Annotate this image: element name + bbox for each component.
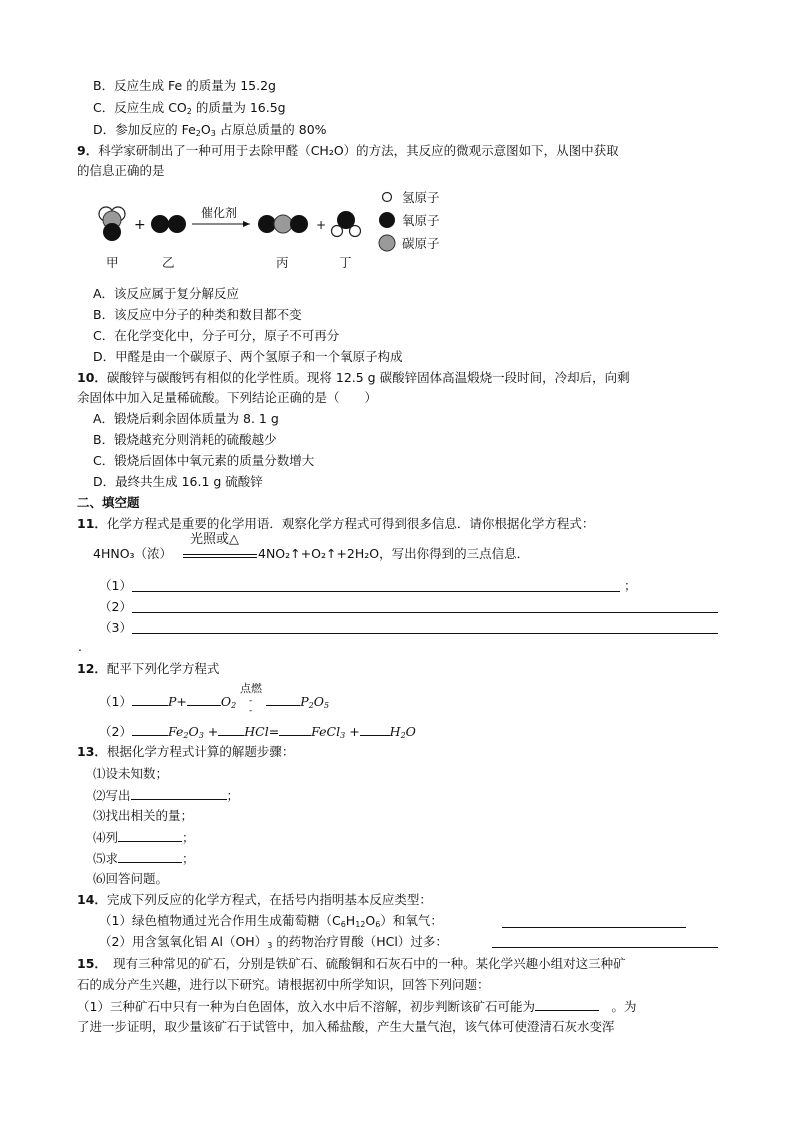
q13-step5: ⑸求 ； [93,851,195,866]
q11-stem: 11．化学方程式是重要的化学用语．观察化学方程式可得到很多信息．请你根据化学方程式： [77,516,595,531]
q13-blank-4[interactable] [118,828,182,842]
label-jia: 甲 [106,255,119,270]
molecule-carbon-dioxide [258,215,308,233]
q13-blank-5[interactable] [118,849,182,863]
q14-answer-line-1[interactable] [502,927,686,928]
q11-answer-line-2[interactable] [132,612,718,613]
q14-stem: 14．完成下列反应的化学方程式，在括号内指明基本反应类型： [77,892,432,907]
q14-line2: （2）用含氢氧化铝 $Al(OH)_3$ 的药物治疗胃酸（HCl）过多： [99,934,448,950]
q13-stem: 13．根据化学方程式计算的解题步骤： [77,744,295,759]
q15-stem-line1: 15． 现有三种常见的矿石，分别是铁矿石、硫酸铜和石灰石中的一种。某化学兴趣小组对这三种矿 [77,956,626,971]
q10-option-d: D．最终共生成 16.1 g 硫酸锌 [93,474,263,489]
q11-semicolon: ； [624,578,637,593]
q11-blank1-label: （1） [99,578,132,593]
q15-part1-line1: （1）三种矿石中只有一种为白色固体，放入水中后不溶解，初步判断该矿石可能为 。为 [77,999,637,1014]
q12-blank-2b[interactable] [218,722,244,736]
q9-option-a: A．该反应属于复分解反应 [93,286,240,301]
q13-step4: ⑷列 ； [93,830,195,845]
reaction-arrow-icon [243,221,250,227]
q11-blank3-label: （3） [99,620,132,635]
oxygen-atom-icon [379,212,395,228]
q12-row1: （1） $P+ O_2$ $P_2O_5$ [99,694,330,710]
q10-stem-line2: 余固体中加入足量稀硫酸。下列结论正确的是（ ） [77,390,378,405]
q9-option-c: C．在化学变化中，分子可分，原子不可再分 [93,328,340,343]
q11-answer-line-3[interactable] [132,633,718,634]
q8-option-b: B．反应生成 Fe 的质量为 15.2g [93,78,276,93]
legend-carbon: 碳原子 [402,236,440,251]
q13-step3: ⑶找出相关的量； [93,808,194,823]
q11-equation-equals [183,554,257,558]
q9-stem-line1: 9．科学家研制出了一种可用于去除甲醛（CH₂O）的方法，其反应的微观示意图如下，从图中获取 [77,143,619,158]
q11-equation-condition: 光照或△ [190,532,239,547]
q11-blank2-label: （2） [99,599,132,614]
label-yi: 乙 [162,255,175,270]
label-ding: 丁 [339,255,352,270]
q12-blank-1a[interactable] [132,692,168,706]
q12-row2: （2） $Fe_2O_3 + HCl=$ FeCl$_3$ + $H_2O$ [99,724,416,740]
legend [379,193,395,252]
q10-option-b: B．锻烧越充分则消耗的硫酸越少 [93,432,277,447]
q9-option-b: B．该反应中分子的种类和数目都不变 [93,307,302,322]
q9-stem-line2: 的信息正确的是 [77,163,165,178]
q11-equation-right: 4NO₂↑+O₂↑+2H₂O，写出你得到的三点信息． [258,546,530,561]
q12-ignition-condition: 点燃 [240,682,262,695]
q12-stem: 12．配平下列化学方程式 [77,661,220,676]
q9-option-d: D．甲醛是由一个碳原子、两个氢原子和一个氧原子构成 [93,349,403,364]
q12-blank-2c[interactable] [279,722,311,736]
q14-line1: （1）绿色植物通过光合作用生成葡萄糖$(C_6H_{12}O_6)$和氧气： [99,913,443,929]
hydrogen-atom-icon [383,193,392,202]
q13-step1: ⑴设未知数； [93,766,169,781]
molecule-oxygen [151,215,186,233]
carbon-atom-icon [379,235,395,251]
q12-equals-mark: - - [249,696,253,716]
label-bing: 丙 [276,255,289,270]
catalyst-label: 催化剂 [201,206,238,220]
q12-blank-2a[interactable] [132,722,168,736]
q15-blank-1[interactable] [535,997,599,1011]
q10-option-a: A．锻烧后剩余固体质量为 8. 1 g [93,411,279,426]
legend-oxygen: 氧原子 [402,213,440,228]
q11-period: . [78,639,82,654]
q13-step2: ⑵写出 ； [93,788,240,803]
q13-step6: ⑹回答问题。 [93,871,169,886]
q10-option-c: C．锻烧后固体中氧元素的质量分数增大 [93,453,315,468]
q15-part1-line2: 了进一步证明，取少量该矿石于试管中，加入稀盐酸，产生大量气泡，该气体可使澄清石灰水变浑 [77,1019,615,1034]
q11-equation-left: 4HNO₃（浓） [93,546,173,561]
molecule-formaldehyde [99,207,125,241]
plus-sign-2: + [316,218,327,232]
q8-option-d: D．参加反应的 $Fe_2O_3$ 占原总质量的 80% [93,122,327,138]
plus-sign-1: + [134,217,146,233]
q14-answer-line-2[interactable] [492,947,718,948]
q10-stem-line1: 10．碳酸锌与碳酸钙有相似的化学性质。现将 12.5 g 碳酸锌固体高温煅烧一段时间，冷却后，向剩 [77,370,630,385]
molecule-water [332,211,361,237]
legend-hydrogen: 氢原子 [402,190,440,205]
q11-answer-line-1[interactable] [132,591,620,592]
q12-blank-2d[interactable] [360,722,390,736]
section-title-fill-in: 二、填空题 [77,495,140,510]
q13-blank-2[interactable] [131,786,227,800]
q12-blank-1b[interactable] [187,692,221,706]
q15-stem-line2: 石的成分产生兴趣，进行以下研究。请根据初中所学知识，回答下列问题： [77,977,490,992]
q8-option-c: C．反应生成 $CO_2$ 的质量为 16.5g [93,100,286,116]
q12-blank-1c[interactable] [266,692,300,706]
